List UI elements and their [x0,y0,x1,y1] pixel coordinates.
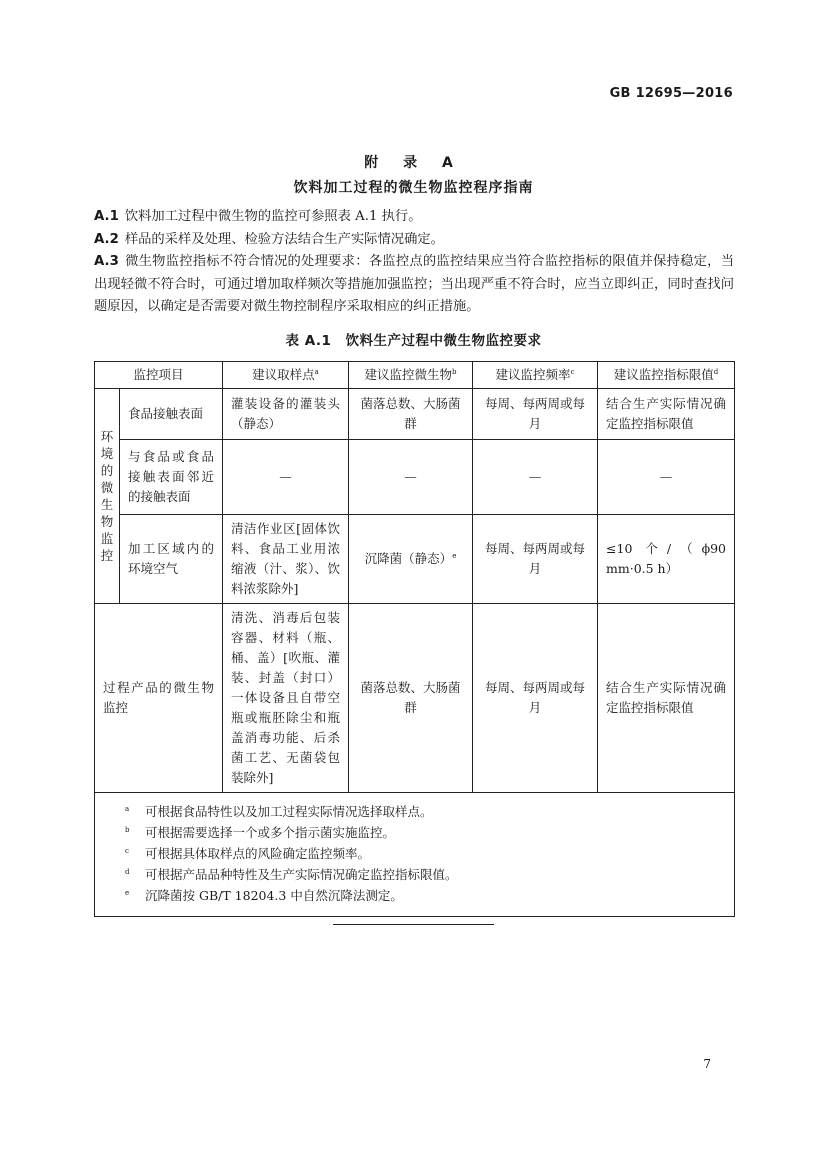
cell-microbe: 菌落总数、大肠菌群 [349,604,473,793]
vertical-char: 生 [100,497,114,512]
cell-frequency: 每周、每两周或每月 [473,389,598,440]
clause-text: 饮料加工过程中微生物的监控可参照表 A.1 执行。 [124,209,422,224]
footnote-text: 可根据具体取样点的风险确定监控频率。 [145,846,371,861]
footnote-text: 可根据产品品种特性及生产实际情况确定监控指标限值。 [145,867,458,882]
cell-microbe: — [349,440,473,515]
cell-sampling: 清洗、消毒后包装容器、材料（瓶、桶、盖）[吹瓶、灌装、封盖（封口）一体设备且自带空瓶或瓶胚除尘和瓶盖消毒功能、后杀菌工艺、无菌袋包装除外] [223,604,349,793]
cell-sampling: — [223,440,349,515]
header-frequency [473,362,598,389]
footnote-mark: e [452,551,457,560]
footnote: b 可根据需要选择一个或多个指示菌实施监控。 [125,825,396,840]
table-footnotes [95,793,735,917]
vertical-char: 控 [100,548,114,563]
cell-limit: — [598,440,735,515]
footnote-mark: c [570,367,575,376]
cell-item: 食品接触表面 [120,389,223,440]
appendix-title: 饮料加工过程的微生物监控程序指南 [293,180,534,196]
cell-microbe: 菌落总数、大肠菌群 [349,389,473,440]
footnote-text: 可根据需要选择一个或多个指示菌实施监控。 [145,825,396,840]
cell-item: 与食品或食品接触表面邻近的接触表面 [120,440,223,515]
header-microbe [349,362,473,389]
footnote-mark: d [713,367,719,376]
vertical-char: 监 [100,531,114,546]
standard-code: GB 12695—2016 [609,86,733,101]
table-row [95,389,735,440]
header-frequency-label: 建议监控频率 [495,367,571,382]
table-caption: 表 A.1 饮料生产过程中微生物监控要求 [285,333,542,349]
cell-item: 加工区域内的环境空气 [120,515,223,604]
header-sampling [223,362,349,389]
footnote: a 可根据食品特性以及加工过程实际情况选择取样点。 [125,804,433,819]
header-sampling-label: 建议取样点 [252,367,315,382]
table-notes-row [95,793,735,917]
cell-frequency: 每周、每两周或每月 [473,515,598,604]
footnote-text: 沉降菌按 GB/T 18204.3 中自然沉降法测定。 [145,888,403,903]
clause-text: 微生物监控指标不符合情况的处理要求：各监控点的监控结果应当符合监控指标的限值并保持稳定，当出现轻微不符合时，可通过增加取样频次等措施加强监控；当出现严重不符合时，应当立即纠正，同时查找问题原因，以确定是否需要对微生物控制程序采取相应的纠正措施。 [94,254,734,314]
appendix-label: 附 录 A [364,155,463,171]
cell-frequency: — [473,440,598,515]
end-of-appendix-rule [333,924,494,925]
clause-list [94,206,734,319]
table-row [95,515,735,604]
page-number: 7 [703,1057,711,1071]
cell-limit: ≤10 个/（ϕ90 mm·0.5 h） [598,515,735,604]
clause-a1 [94,206,734,229]
footnote-text: 可根据食品特性以及加工过程实际情况选择取样点。 [145,804,433,819]
vertical-char: 的 [100,463,114,478]
clause-number: A.2 [94,231,119,247]
header-microbe-label: 建议监控微生物 [364,367,453,382]
table-header-row [95,362,735,389]
clause-number: A.3 [94,254,119,269]
header-limit [598,362,735,389]
cell-limit: 结合生产实际情况确定监控指标限值 [598,604,735,793]
clause-a2 [94,229,734,252]
vertical-char: 境 [100,446,114,461]
cell-frequency: 每周、每两周或每月 [473,604,598,793]
cell-process-item: 过程产品的微生物监控 [95,604,223,793]
cell-microbe [349,515,473,604]
footnote-mark: b [452,367,457,376]
footnote-mark: a [314,367,319,376]
header-limit-label: 建议监控指标限值 [613,367,714,382]
header-item: 监控项目 [95,362,223,389]
cell-sampling: 清洁作业区[固体饮料、食品工业用浓缩液（汁、浆）、饮料浓浆除外] [223,515,349,604]
cell-microbe-label: 沉降菌（静态） [364,551,453,566]
footnote: d 可根据产品品种特性及生产实际情况确定监控指标限值。 [125,867,458,882]
footnote: e 沉降菌按 GB/T 18204.3 中自然沉降法测定。 [125,888,403,903]
clause-number: A.1 [94,209,119,224]
cell-limit: 结合生产实际情况确定监控指标限值 [598,389,735,440]
clause-a3 [94,251,734,319]
vertical-char: 环 [100,429,114,444]
env-monitoring-group-label [95,389,120,604]
vertical-char: 微 [100,480,114,495]
table-row [95,604,735,793]
footnote: c 可根据具体取样点的风险确定监控频率。 [125,846,371,861]
table-row [95,440,735,515]
vertical-char: 物 [100,514,114,529]
monitoring-requirements-table [94,361,735,917]
cell-sampling: 灌装设备的灌装头（静态） [223,389,349,440]
clause-text: 样品的采样及处理、检验方法结合生产实际情况确定。 [124,231,444,247]
